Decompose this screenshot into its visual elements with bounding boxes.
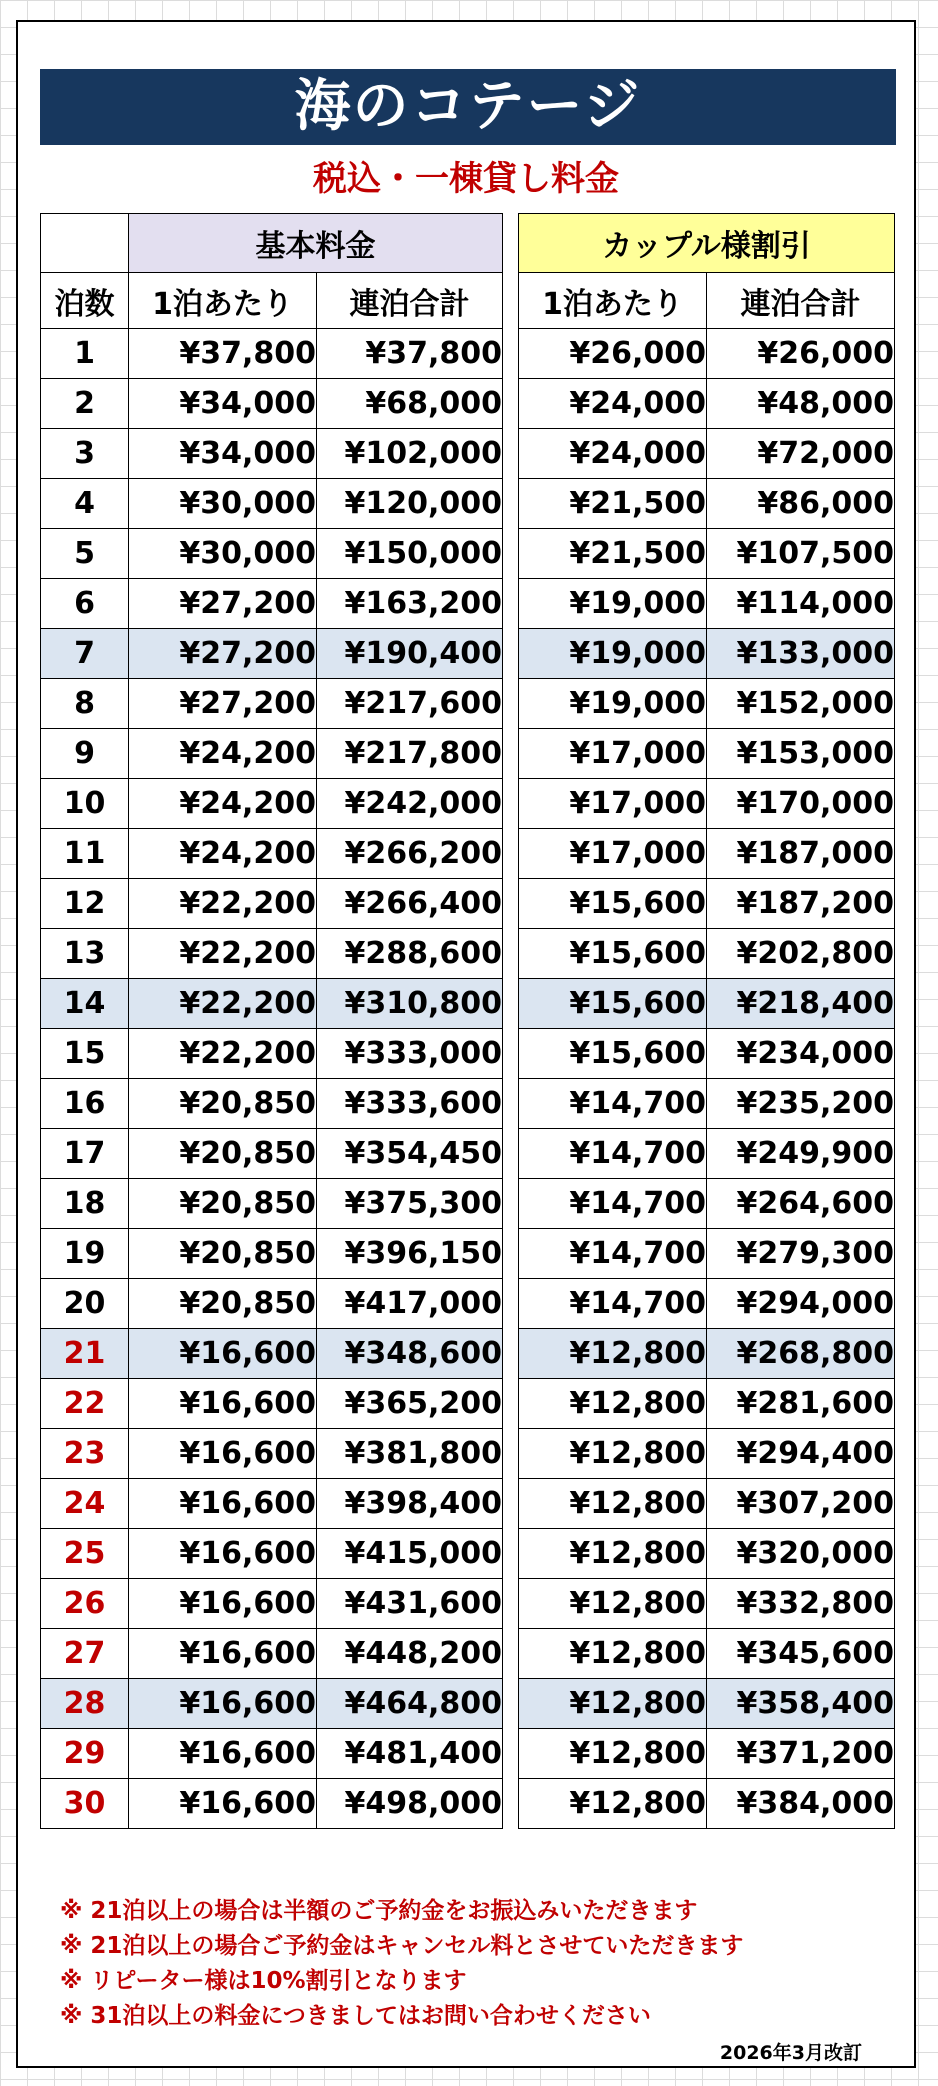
base-per-night-cell: ¥22,200 bbox=[129, 1029, 317, 1079]
nights-cell: 28 bbox=[41, 1679, 129, 1729]
nights-cell: 6 bbox=[41, 579, 129, 629]
note-line: ※ 21泊以上の場合は半額のご予約金をお振込みいただきます bbox=[60, 1898, 698, 1924]
couple-total-cell: ¥320,000 bbox=[707, 1529, 895, 1579]
table-row bbox=[519, 1029, 895, 1079]
table-row bbox=[41, 729, 503, 779]
note-line: ※ 31泊以上の料金につきましてはお問い合わせください bbox=[60, 2003, 651, 2029]
couple-total-cell: ¥264,600 bbox=[707, 1179, 895, 1229]
table-row bbox=[41, 829, 503, 879]
base-total-cell: ¥217,800 bbox=[317, 729, 503, 779]
couple-total-cell: ¥202,800 bbox=[707, 929, 895, 979]
nights-cell: 22 bbox=[41, 1379, 129, 1429]
base-rate-header: 基本料金 bbox=[129, 214, 503, 273]
base-total-cell: ¥217,600 bbox=[317, 679, 503, 729]
couple-per-night-cell: ¥14,700 bbox=[519, 1129, 707, 1179]
note-line: ※ リピーター様は10%割引となります bbox=[60, 1968, 467, 1994]
base-per-night-cell: ¥30,000 bbox=[129, 529, 317, 579]
table-row bbox=[519, 1429, 895, 1479]
table-row bbox=[41, 679, 503, 729]
couple-per-night-cell: ¥15,600 bbox=[519, 879, 707, 929]
base-total-cell: ¥415,000 bbox=[317, 1529, 503, 1579]
revision-date: 2026年3月改訂 bbox=[719, 2042, 862, 2064]
table-row bbox=[41, 1229, 503, 1279]
table-row bbox=[41, 1479, 503, 1529]
table-row bbox=[519, 829, 895, 879]
base-per-night-cell: ¥16,600 bbox=[129, 1479, 317, 1529]
table-row bbox=[519, 579, 895, 629]
table-row bbox=[41, 479, 503, 529]
table-row bbox=[519, 1379, 895, 1429]
base-total-cell: ¥68,000 bbox=[317, 379, 503, 429]
base-total-cell: ¥396,150 bbox=[317, 1229, 503, 1279]
couple-per-night-cell: ¥12,800 bbox=[519, 1629, 707, 1679]
base-per-night-cell: ¥22,200 bbox=[129, 979, 317, 1029]
couple-per-night-cell: ¥15,600 bbox=[519, 1029, 707, 1079]
couple-total-cell: ¥86,000 bbox=[707, 479, 895, 529]
base-per-night-cell: ¥22,200 bbox=[129, 929, 317, 979]
table-row bbox=[41, 1679, 503, 1729]
couple-total-cell: ¥371,200 bbox=[707, 1729, 895, 1779]
nights-cell: 9 bbox=[41, 729, 129, 779]
couple-total-cell: ¥114,000 bbox=[707, 579, 895, 629]
base-rate-table bbox=[40, 213, 503, 1829]
base-per-night-cell: ¥20,850 bbox=[129, 1129, 317, 1179]
couple-per-night-cell: ¥15,600 bbox=[519, 929, 707, 979]
base-per-night-cell: ¥16,600 bbox=[129, 1629, 317, 1679]
nights-cell: 8 bbox=[41, 679, 129, 729]
couple-per-night-cell: ¥21,500 bbox=[519, 529, 707, 579]
notes-list bbox=[60, 1894, 900, 2034]
couple-total-cell: ¥345,600 bbox=[707, 1629, 895, 1679]
nights-cell: 30 bbox=[41, 1779, 129, 1829]
base-total-cell: ¥481,400 bbox=[317, 1729, 503, 1779]
table-row bbox=[519, 529, 895, 579]
table-row bbox=[519, 1629, 895, 1679]
table-row bbox=[519, 1079, 895, 1129]
nights-cell: 24 bbox=[41, 1479, 129, 1529]
base-total-cell: ¥266,200 bbox=[317, 829, 503, 879]
table-row bbox=[519, 1179, 895, 1229]
table-row bbox=[41, 879, 503, 929]
table-row bbox=[41, 1029, 503, 1079]
table-row bbox=[519, 1229, 895, 1279]
couple-total-cell: ¥26,000 bbox=[707, 329, 895, 379]
couple-total-cell: ¥48,000 bbox=[707, 379, 895, 429]
couple-per-night-cell: ¥15,600 bbox=[519, 979, 707, 1029]
nights-cell: 23 bbox=[41, 1429, 129, 1479]
table-row bbox=[519, 1479, 895, 1529]
table-row bbox=[41, 1079, 503, 1129]
base-per-night-cell: ¥34,000 bbox=[129, 429, 317, 479]
base-total-cell: ¥348,600 bbox=[317, 1329, 503, 1379]
table-row bbox=[519, 1129, 895, 1179]
couple-total-cell: ¥294,400 bbox=[707, 1429, 895, 1479]
couple-total-header: 連泊合計 bbox=[707, 273, 895, 329]
base-total-cell: ¥190,400 bbox=[317, 629, 503, 679]
nights-cell: 3 bbox=[41, 429, 129, 479]
couple-rate-table-wrap bbox=[518, 213, 895, 1829]
couple-per-night-cell: ¥12,800 bbox=[519, 1479, 707, 1529]
couple-discount-header: カップル様割引 bbox=[519, 214, 895, 273]
base-per-night-cell: ¥16,600 bbox=[129, 1779, 317, 1829]
couple-total-cell: ¥133,000 bbox=[707, 629, 895, 679]
base-total-cell: ¥365,200 bbox=[317, 1379, 503, 1429]
couple-per-night-cell: ¥17,000 bbox=[519, 779, 707, 829]
table-row bbox=[519, 1529, 895, 1579]
table-row bbox=[41, 1179, 503, 1229]
couple-total-cell: ¥332,800 bbox=[707, 1579, 895, 1629]
nights-cell: 5 bbox=[41, 529, 129, 579]
base-total-cell: ¥333,000 bbox=[317, 1029, 503, 1079]
base-per-night-cell: ¥16,600 bbox=[129, 1729, 317, 1779]
table-row bbox=[519, 479, 895, 529]
base-total-cell: ¥431,600 bbox=[317, 1579, 503, 1629]
base-per-night-cell: ¥16,600 bbox=[129, 1329, 317, 1379]
table-row bbox=[41, 1429, 503, 1479]
table-row bbox=[519, 779, 895, 829]
couple-per-night-cell: ¥12,800 bbox=[519, 1329, 707, 1379]
couple-per-night-cell: ¥14,700 bbox=[519, 1079, 707, 1129]
base-per-night-cell: ¥16,600 bbox=[129, 1579, 317, 1629]
base-per-night-cell: ¥20,850 bbox=[129, 1079, 317, 1129]
couple-per-night-cell: ¥17,000 bbox=[519, 729, 707, 779]
table-row bbox=[519, 1779, 895, 1829]
base-total-cell: ¥288,600 bbox=[317, 929, 503, 979]
nights-cell: 10 bbox=[41, 779, 129, 829]
nights-cell: 15 bbox=[41, 1029, 129, 1079]
base-per-night-cell: ¥37,800 bbox=[129, 329, 317, 379]
table-row bbox=[519, 679, 895, 729]
nights-cell: 18 bbox=[41, 1179, 129, 1229]
couple-per-night-cell: ¥19,000 bbox=[519, 579, 707, 629]
couple-total-cell: ¥187,200 bbox=[707, 879, 895, 929]
couple-per-night-cell: ¥12,800 bbox=[519, 1529, 707, 1579]
base-total-cell: ¥375,300 bbox=[317, 1179, 503, 1229]
page-subtitle: 税込・一棟貸し料金 bbox=[313, 159, 619, 199]
table-row bbox=[41, 1579, 503, 1629]
nights-cell: 1 bbox=[41, 329, 129, 379]
nights-cell: 4 bbox=[41, 479, 129, 529]
couple-total-cell: ¥384,000 bbox=[707, 1779, 895, 1829]
couple-total-cell: ¥279,300 bbox=[707, 1229, 895, 1279]
couple-total-cell: ¥307,200 bbox=[707, 1479, 895, 1529]
table-row bbox=[519, 329, 895, 379]
couple-per-night-cell: ¥24,000 bbox=[519, 429, 707, 479]
base-per-night-cell: ¥24,200 bbox=[129, 829, 317, 879]
note-line: ※ 21泊以上の場合ご予約金はキャンセル料とさせていただきます bbox=[60, 1933, 744, 1959]
base-per-night-header: 1泊あたり bbox=[129, 273, 317, 329]
nights-cell: 12 bbox=[41, 879, 129, 929]
base-total-cell: ¥381,800 bbox=[317, 1429, 503, 1479]
table-row bbox=[519, 629, 895, 679]
base-total-cell: ¥102,000 bbox=[317, 429, 503, 479]
nights-cell: 2 bbox=[41, 379, 129, 429]
couple-per-night-cell: ¥12,800 bbox=[519, 1729, 707, 1779]
base-per-night-cell: ¥20,850 bbox=[129, 1279, 317, 1329]
couple-per-night-header: 1泊あたり bbox=[519, 273, 707, 329]
base-per-night-cell: ¥27,200 bbox=[129, 679, 317, 729]
table-row bbox=[519, 1279, 895, 1329]
nights-cell: 26 bbox=[41, 1579, 129, 1629]
nights-header: 泊数 bbox=[41, 273, 129, 329]
couple-per-night-cell: ¥12,800 bbox=[519, 1429, 707, 1479]
base-per-night-cell: ¥20,850 bbox=[129, 1179, 317, 1229]
couple-total-cell: ¥358,400 bbox=[707, 1679, 895, 1729]
table-row bbox=[519, 1579, 895, 1629]
base-per-night-cell: ¥20,850 bbox=[129, 1229, 317, 1279]
base-total-cell: ¥242,000 bbox=[317, 779, 503, 829]
table-row bbox=[41, 1379, 503, 1429]
base-total-cell: ¥37,800 bbox=[317, 329, 503, 379]
nights-cell: 29 bbox=[41, 1729, 129, 1779]
table-row bbox=[41, 1279, 503, 1329]
couple-total-cell: ¥107,500 bbox=[707, 529, 895, 579]
couple-per-night-cell: ¥19,000 bbox=[519, 629, 707, 679]
nights-cell: 19 bbox=[41, 1229, 129, 1279]
base-per-night-cell: ¥16,600 bbox=[129, 1379, 317, 1429]
couple-total-cell: ¥281,600 bbox=[707, 1379, 895, 1429]
table-row bbox=[41, 379, 503, 429]
base-total-cell: ¥266,400 bbox=[317, 879, 503, 929]
couple-per-night-cell: ¥14,700 bbox=[519, 1279, 707, 1329]
base-per-night-cell: ¥24,200 bbox=[129, 779, 317, 829]
nights-cell: 20 bbox=[41, 1279, 129, 1329]
table-row bbox=[519, 929, 895, 979]
nights-cell: 14 bbox=[41, 979, 129, 1029]
nights-cell: 13 bbox=[41, 929, 129, 979]
couple-total-cell: ¥153,000 bbox=[707, 729, 895, 779]
couple-total-cell: ¥72,000 bbox=[707, 429, 895, 479]
couple-per-night-cell: ¥12,800 bbox=[519, 1579, 707, 1629]
table-row bbox=[41, 579, 503, 629]
base-total-cell: ¥448,200 bbox=[317, 1629, 503, 1679]
base-total-cell: ¥310,800 bbox=[317, 979, 503, 1029]
couple-per-night-cell: ¥12,800 bbox=[519, 1679, 707, 1729]
couple-per-night-cell: ¥24,000 bbox=[519, 379, 707, 429]
base-per-night-cell: ¥16,600 bbox=[129, 1529, 317, 1579]
base-total-cell: ¥333,600 bbox=[317, 1079, 503, 1129]
base-per-night-cell: ¥27,200 bbox=[129, 629, 317, 679]
table-row bbox=[519, 1329, 895, 1379]
table-row bbox=[41, 429, 503, 479]
table-row bbox=[519, 979, 895, 1029]
couple-per-night-cell: ¥19,000 bbox=[519, 679, 707, 729]
base-total-cell: ¥354,450 bbox=[317, 1129, 503, 1179]
base-total-cell: ¥120,000 bbox=[317, 479, 503, 529]
rate-sheet bbox=[16, 20, 916, 2068]
base-per-night-cell: ¥34,000 bbox=[129, 379, 317, 429]
couple-total-cell: ¥218,400 bbox=[707, 979, 895, 1029]
table-row bbox=[519, 379, 895, 429]
table-row bbox=[41, 779, 503, 829]
base-total-cell: ¥150,000 bbox=[317, 529, 503, 579]
couple-total-cell: ¥249,900 bbox=[707, 1129, 895, 1179]
page-title: 海のコテージ bbox=[40, 69, 896, 145]
base-per-night-cell: ¥16,600 bbox=[129, 1429, 317, 1479]
couple-total-cell: ¥268,800 bbox=[707, 1329, 895, 1379]
table-row bbox=[519, 879, 895, 929]
base-rate-table-wrap bbox=[40, 213, 503, 1829]
base-per-night-cell: ¥24,200 bbox=[129, 729, 317, 779]
table-row bbox=[41, 1129, 503, 1179]
base-total-cell: ¥464,800 bbox=[317, 1679, 503, 1729]
couple-per-night-cell: ¥12,800 bbox=[519, 1379, 707, 1429]
couple-total-cell: ¥170,000 bbox=[707, 779, 895, 829]
couple-per-night-cell: ¥14,700 bbox=[519, 1179, 707, 1229]
base-total-cell: ¥163,200 bbox=[317, 579, 503, 629]
nights-cell: 21 bbox=[41, 1329, 129, 1379]
table-row bbox=[41, 529, 503, 579]
header-blank-cell bbox=[41, 214, 129, 273]
nights-cell: 7 bbox=[41, 629, 129, 679]
base-total-cell: ¥498,000 bbox=[317, 1779, 503, 1829]
couple-per-night-cell: ¥14,700 bbox=[519, 1229, 707, 1279]
table-row bbox=[519, 1729, 895, 1779]
table-row bbox=[41, 1329, 503, 1379]
table-row bbox=[41, 1529, 503, 1579]
table-row bbox=[519, 429, 895, 479]
table-row bbox=[41, 1629, 503, 1679]
couple-total-cell: ¥152,000 bbox=[707, 679, 895, 729]
couple-total-cell: ¥234,000 bbox=[707, 1029, 895, 1079]
couple-rate-table bbox=[518, 213, 895, 1829]
table-row bbox=[41, 1779, 503, 1829]
nights-cell: 25 bbox=[41, 1529, 129, 1579]
table-row bbox=[41, 1729, 503, 1779]
table-row bbox=[519, 729, 895, 779]
base-per-night-cell: ¥22,200 bbox=[129, 879, 317, 929]
couple-per-night-cell: ¥26,000 bbox=[519, 329, 707, 379]
couple-total-cell: ¥187,000 bbox=[707, 829, 895, 879]
couple-per-night-cell: ¥17,000 bbox=[519, 829, 707, 879]
table-row bbox=[519, 1679, 895, 1729]
couple-per-night-cell: ¥12,800 bbox=[519, 1779, 707, 1829]
couple-total-cell: ¥235,200 bbox=[707, 1079, 895, 1129]
table-row bbox=[41, 979, 503, 1029]
base-total-cell: ¥398,400 bbox=[317, 1479, 503, 1529]
base-per-night-cell: ¥16,600 bbox=[129, 1679, 317, 1729]
table-row bbox=[41, 629, 503, 679]
nights-cell: 11 bbox=[41, 829, 129, 879]
nights-cell: 17 bbox=[41, 1129, 129, 1179]
couple-per-night-cell: ¥21,500 bbox=[519, 479, 707, 529]
base-total-cell: ¥417,000 bbox=[317, 1279, 503, 1329]
table-row bbox=[41, 329, 503, 379]
base-per-night-cell: ¥27,200 bbox=[129, 579, 317, 629]
nights-cell: 16 bbox=[41, 1079, 129, 1129]
nights-cell: 27 bbox=[41, 1629, 129, 1679]
base-per-night-cell: ¥30,000 bbox=[129, 479, 317, 529]
base-total-header: 連泊合計 bbox=[317, 273, 503, 329]
couple-total-cell: ¥294,000 bbox=[707, 1279, 895, 1329]
table-row bbox=[41, 929, 503, 979]
